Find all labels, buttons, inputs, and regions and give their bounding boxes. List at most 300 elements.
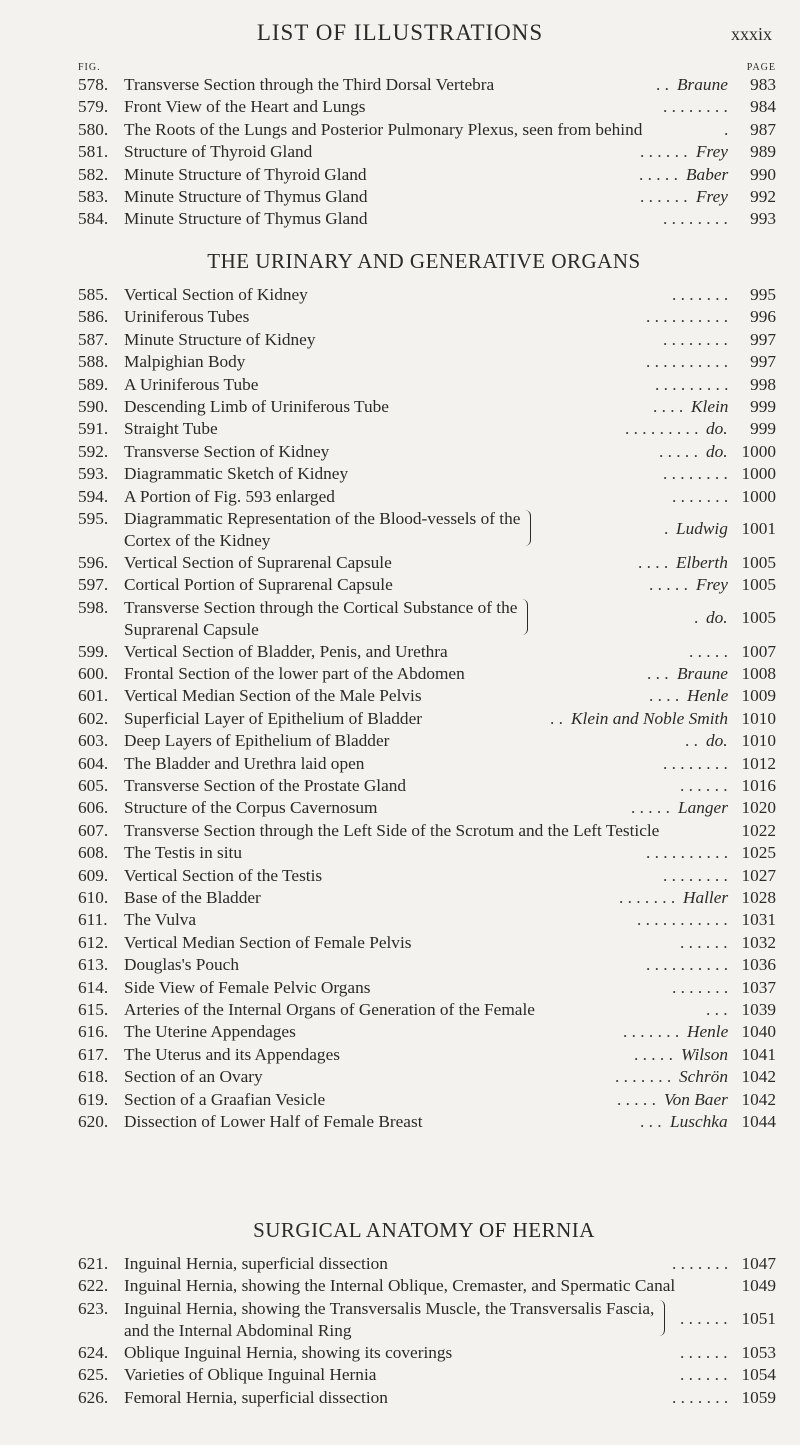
figure-title bbox=[124, 141, 312, 163]
page-number: 1054 bbox=[741, 1365, 776, 1385]
dot-leaders: . . . . . . . bbox=[672, 486, 729, 506]
illustration-entry bbox=[72, 1298, 776, 1342]
dot-leaders: . . . . . . bbox=[640, 186, 688, 206]
page-number: 983 bbox=[750, 75, 776, 94]
figure-number: 603. bbox=[78, 731, 109, 751]
figure-title-line: Superficial Layer of Epithelium of Bladder bbox=[124, 708, 423, 728]
dot-leaders: . . . . . . bbox=[680, 932, 728, 952]
figure-title-line: Diagrammatic Representation of the Blood-vessels of the bbox=[124, 508, 521, 528]
figure-title-line: Cortical Portion of Suprarenal Capsule bbox=[124, 575, 393, 595]
figure-number: 578. bbox=[78, 75, 109, 94]
dot-leaders: . . . . . . . bbox=[672, 1387, 729, 1407]
figure-source-author: Frey bbox=[696, 186, 728, 206]
dot-leaders: . . . bbox=[647, 664, 669, 684]
page-number: 1041 bbox=[741, 1044, 776, 1064]
illustration-entry bbox=[72, 119, 776, 141]
figure-title bbox=[124, 954, 239, 976]
figure-title-line: Minute Structure of Thymus Gland bbox=[124, 186, 368, 206]
illustration-entry bbox=[72, 1275, 776, 1297]
dot-leaders: . bbox=[724, 119, 729, 139]
figure-title bbox=[124, 597, 517, 642]
figure-source-author: Frey bbox=[696, 142, 728, 162]
figure-number: 579. bbox=[78, 97, 109, 117]
figure-title bbox=[124, 284, 308, 306]
figure-title bbox=[124, 1044, 340, 1066]
figure-title-line: Douglas's Pouch bbox=[124, 955, 239, 975]
figure-number: 615. bbox=[78, 999, 109, 1019]
figure-title bbox=[124, 685, 422, 707]
figure-title-line: Transverse Section through the Cortical Substance of the bbox=[124, 597, 518, 617]
page-number: 1047 bbox=[741, 1254, 776, 1273]
page-number: 1005 bbox=[741, 575, 776, 595]
figure-source-author: Frey bbox=[696, 575, 728, 595]
dot-leaders: . . . . . . . . bbox=[663, 464, 728, 484]
illustration-entry bbox=[72, 1253, 776, 1275]
figure-title-line: A Portion of Fig. 593 enlarged bbox=[124, 486, 335, 506]
figure-title-line: Structure of Thyroid Gland bbox=[124, 142, 313, 162]
illustration-entry bbox=[72, 1364, 776, 1386]
figure-source-author: Langer bbox=[678, 798, 728, 818]
dot-leaders: . . . bbox=[640, 1111, 662, 1131]
figure-title-continuation: Cortex of the Kidney bbox=[124, 531, 271, 551]
figure-number: 623. bbox=[78, 1298, 109, 1318]
figure-title-line: Malpighian Body bbox=[124, 352, 246, 372]
illustration-entry bbox=[72, 820, 776, 842]
figure-number: 625. bbox=[78, 1365, 109, 1385]
figure-number: 583. bbox=[78, 186, 109, 206]
illustration-entry bbox=[72, 909, 776, 931]
illustration-entry bbox=[72, 74, 776, 96]
figure-number: 592. bbox=[78, 441, 109, 461]
figure-title-continuation: and the Internal Abdominal Ring bbox=[124, 1321, 352, 1341]
dot-leaders: . . . . bbox=[638, 552, 669, 572]
figure-source-author: do. bbox=[706, 731, 728, 751]
figure-title-line: Descending Limb of Uriniferous Tube bbox=[124, 396, 389, 416]
figure-title-line: Side View of Female Pelvic Organs bbox=[124, 977, 371, 997]
figure-source-author: Baber bbox=[686, 164, 729, 184]
illustration-entry bbox=[72, 574, 776, 596]
dot-leaders: . . . . bbox=[653, 396, 684, 416]
figure-source-author: Klein and Noble Smith bbox=[571, 708, 728, 728]
figure-source-author: Schrön bbox=[679, 1067, 728, 1087]
page-number: 996 bbox=[750, 307, 776, 327]
figure-title bbox=[124, 306, 249, 328]
page-number: 1051 bbox=[741, 1308, 776, 1328]
figure-title bbox=[124, 797, 377, 819]
illustration-entry bbox=[72, 753, 776, 775]
figure-number: 619. bbox=[78, 1089, 109, 1109]
figure-number: 604. bbox=[78, 753, 109, 773]
figure-number: 607. bbox=[78, 820, 109, 840]
dot-leaders: . . . . . . bbox=[680, 776, 728, 796]
figure-title bbox=[124, 486, 335, 508]
page-number: 1016 bbox=[741, 776, 776, 796]
figure-title bbox=[124, 1387, 388, 1409]
page-number: 1022 bbox=[741, 820, 776, 840]
page-header bbox=[0, 14, 800, 48]
illustration-entry bbox=[72, 306, 776, 328]
figure-title bbox=[124, 396, 389, 418]
dot-leaders: . . . . . . bbox=[680, 1342, 728, 1362]
figure-title-line: Dissection of Lower Half of Female Breast bbox=[124, 1111, 423, 1131]
page-number: 984 bbox=[750, 97, 776, 117]
illustration-entry bbox=[72, 887, 776, 909]
page-number: 995 bbox=[750, 285, 776, 304]
figure-title bbox=[124, 887, 261, 909]
figure-number: 595. bbox=[78, 508, 109, 528]
figure-title-line: The Uterine Appendages bbox=[124, 1022, 296, 1042]
illustration-entry bbox=[72, 641, 776, 663]
page-number: 992 bbox=[750, 186, 776, 206]
illustration-entry bbox=[72, 418, 776, 440]
figure-title bbox=[124, 208, 368, 230]
dot-leaders: . . . . . . . . . . bbox=[646, 307, 729, 327]
page-number: 999 bbox=[750, 419, 776, 439]
page-number: 1059 bbox=[741, 1387, 776, 1407]
illustration-entry bbox=[72, 508, 776, 552]
illustration-entry bbox=[72, 977, 776, 999]
page-number: 1031 bbox=[741, 910, 776, 930]
illustration-entry bbox=[72, 1021, 776, 1043]
figure-source-author: Klein bbox=[691, 396, 729, 416]
figure-title bbox=[124, 1066, 263, 1088]
illustration-entry bbox=[72, 865, 776, 887]
urinary-section bbox=[72, 246, 776, 1133]
page-number: 1007 bbox=[741, 641, 776, 661]
figure-title-line: Uriniferous Tubes bbox=[124, 307, 250, 327]
dot-leaders: . . . . . . . . . . bbox=[646, 843, 729, 863]
figure-title-line: Vertical Median Section of the Male Pelvis bbox=[124, 686, 422, 706]
figure-title-line: The Uterus and its Appendages bbox=[124, 1044, 340, 1064]
figure-number: 586. bbox=[78, 307, 109, 327]
figure-number: 610. bbox=[78, 887, 109, 907]
page-number: 1005 bbox=[741, 607, 776, 627]
page-number: 1010 bbox=[741, 731, 776, 751]
figure-title bbox=[124, 977, 370, 999]
page-number: 1042 bbox=[741, 1067, 776, 1087]
dot-leaders: . . bbox=[656, 75, 669, 94]
figure-title-line: Inguinal Hernia, showing the Transversalis Muscle, the Transversalis Fascia, bbox=[124, 1298, 655, 1318]
figure-number: 626. bbox=[78, 1387, 109, 1407]
figure-title-line: Deep Layers of Epithelium of Bladder bbox=[124, 731, 390, 751]
page-number: 1032 bbox=[741, 932, 776, 952]
illustration-entry bbox=[72, 1066, 776, 1088]
dot-leaders: . . . . . . . bbox=[615, 1067, 672, 1087]
figure-number: 587. bbox=[78, 329, 109, 349]
illustration-entry bbox=[72, 1387, 776, 1409]
illustration-entry bbox=[72, 730, 776, 752]
figure-number: 585. bbox=[78, 285, 109, 304]
dot-leaders: . . . . . . bbox=[640, 142, 688, 162]
hernia-section bbox=[72, 1215, 776, 1409]
figure-title-line: A Uriniferous Tube bbox=[124, 374, 259, 394]
illustration-entry bbox=[72, 351, 776, 373]
figure-title bbox=[124, 164, 367, 186]
figure-title-line: Femoral Hernia, superficial dissection bbox=[124, 1387, 388, 1407]
figure-source-author: Henle bbox=[687, 686, 729, 706]
figure-title bbox=[124, 74, 494, 96]
brace-mark bbox=[521, 599, 528, 635]
dot-leaders: . . . . . . . . bbox=[663, 209, 728, 229]
figure-source-author: Von Baer bbox=[664, 1089, 728, 1109]
dot-leaders: . . . . . . . . bbox=[663, 753, 728, 773]
illustration-entry bbox=[72, 486, 776, 508]
figure-number: 580. bbox=[78, 119, 109, 139]
top-entry-list bbox=[72, 74, 776, 231]
figure-title-line: The Vulva bbox=[124, 910, 197, 930]
figure-number: 598. bbox=[78, 597, 109, 617]
page-number: 1009 bbox=[741, 686, 776, 706]
page-number: 1040 bbox=[741, 1022, 776, 1042]
hernia-entry-list bbox=[72, 1253, 776, 1409]
figure-title-line: Minute Structure of Thymus Gland bbox=[124, 209, 368, 229]
figure-title-line: The Testis in situ bbox=[124, 843, 242, 863]
figure-title bbox=[124, 329, 316, 351]
illustration-entry bbox=[72, 842, 776, 864]
figure-title bbox=[124, 1364, 376, 1386]
figure-title bbox=[124, 441, 329, 463]
figure-title-line: Transverse Section through the Third Dorsal Vertebra bbox=[124, 75, 495, 94]
figure-title bbox=[124, 730, 389, 752]
figure-title bbox=[124, 932, 411, 954]
figure-title bbox=[124, 1275, 675, 1297]
page-number: 1036 bbox=[741, 955, 776, 975]
figure-title bbox=[124, 842, 242, 864]
illustration-entry bbox=[72, 999, 776, 1021]
figure-title-line: Transverse Section through the Left Side of the Scrotum and the Left Testicle bbox=[124, 820, 660, 840]
figure-source-author: Haller bbox=[683, 887, 729, 907]
dot-leaders: . . bbox=[685, 731, 698, 751]
dot-leaders: . . . . bbox=[649, 686, 680, 706]
figure-title bbox=[124, 909, 196, 931]
figure-title-line: Arteries of the Internal Organs of Generation of the Female bbox=[124, 999, 535, 1019]
figure-source-author: Elberth bbox=[676, 552, 728, 572]
figure-title-line: Minute Structure of Thyroid Gland bbox=[124, 164, 367, 184]
illustration-entry bbox=[72, 284, 776, 306]
figure-number: 602. bbox=[78, 708, 109, 728]
page-number: 1025 bbox=[741, 843, 776, 863]
page-number: 1037 bbox=[741, 977, 776, 997]
dot-leaders: . . . . . bbox=[634, 1044, 673, 1064]
dot-leaders: . . . . . bbox=[631, 798, 670, 818]
illustration-entry bbox=[72, 1342, 776, 1364]
dot-leaders: . . . . . bbox=[689, 641, 728, 661]
dot-leaders: . . bbox=[550, 708, 563, 728]
figure-number: 617. bbox=[78, 1044, 109, 1064]
figure-number: 608. bbox=[78, 843, 109, 863]
dot-leaders: . . . bbox=[706, 999, 728, 1019]
figure-title-line: Vertical Section of Suprarenal Capsule bbox=[124, 552, 392, 572]
figure-title bbox=[124, 508, 520, 553]
brace-mark bbox=[524, 510, 531, 546]
page-number: 1000 bbox=[741, 486, 776, 506]
page-number: 1010 bbox=[741, 708, 776, 728]
page-number: 997 bbox=[750, 352, 776, 372]
figure-number: 612. bbox=[78, 932, 109, 952]
figure-title-line: Structure of the Corpus Cavernosum bbox=[124, 798, 378, 818]
page-number: 997 bbox=[750, 329, 776, 349]
figure-number: 599. bbox=[78, 641, 109, 661]
figure-title bbox=[124, 775, 406, 797]
running-title: LIST OF ILLUSTRATIONS bbox=[256, 20, 544, 45]
figure-number: 590. bbox=[78, 396, 109, 416]
section-heading: SURGICAL ANATOMY OF HERNIA bbox=[253, 1218, 595, 1242]
figure-number: 582. bbox=[78, 164, 109, 184]
illustration-entry bbox=[72, 797, 776, 819]
page-number: 998 bbox=[750, 374, 776, 394]
figure-source-author: Henle bbox=[687, 1022, 729, 1042]
figure-number: 611. bbox=[78, 910, 108, 930]
figure-number: 584. bbox=[78, 209, 109, 229]
illustration-entry bbox=[72, 329, 776, 351]
figure-source-author: do. bbox=[706, 419, 728, 439]
illustration-entry bbox=[72, 96, 776, 118]
illustration-entry bbox=[72, 1044, 776, 1066]
figure-title bbox=[124, 418, 218, 440]
dot-leaders: . . . . . . . . bbox=[663, 97, 728, 117]
illustration-entry bbox=[72, 396, 776, 418]
dot-leaders: . . . . . . bbox=[680, 1308, 728, 1328]
page-number: 1005 bbox=[741, 552, 776, 572]
figure-number: 624. bbox=[78, 1342, 109, 1362]
figure-title bbox=[124, 1253, 388, 1275]
figure-title-line: Vertical Section of the Testis bbox=[124, 865, 323, 885]
figure-number: 609. bbox=[78, 865, 109, 885]
figure-title bbox=[124, 119, 642, 141]
figure-source-author: Braune bbox=[677, 75, 728, 94]
figure-title-line: Inguinal Hernia, superficial dissection bbox=[124, 1254, 388, 1273]
illustration-entry bbox=[72, 552, 776, 574]
dot-leaders: . . . . . . . . . bbox=[655, 374, 729, 394]
figure-title bbox=[124, 1298, 654, 1343]
figure-title bbox=[124, 708, 422, 730]
figure-title-continuation: Suprarenal Capsule bbox=[124, 620, 259, 640]
figure-source-author: do. bbox=[706, 607, 728, 627]
illustration-entry bbox=[72, 775, 776, 797]
figure-number: 605. bbox=[78, 776, 109, 796]
dot-leaders: . . . . . . . . . . bbox=[646, 352, 729, 372]
illustration-entry bbox=[72, 374, 776, 396]
illustration-entry bbox=[72, 463, 776, 485]
figure-number: 606. bbox=[78, 798, 109, 818]
dot-leaders: . . . . . . . bbox=[672, 1254, 729, 1273]
figure-number: 596. bbox=[78, 552, 109, 572]
dot-leaders: . . . . . . . bbox=[623, 1022, 680, 1042]
page-number: 999 bbox=[750, 396, 776, 416]
figure-number: 618. bbox=[78, 1067, 109, 1087]
page-number: 989 bbox=[750, 142, 776, 162]
figure-title bbox=[124, 753, 364, 775]
figure-title-line: Transverse Section of the Prostate Gland bbox=[124, 776, 407, 796]
illustration-entry bbox=[72, 708, 776, 730]
figure-title bbox=[124, 96, 366, 118]
dot-leaders: . . . . . . . . . bbox=[625, 419, 699, 439]
illustration-entry bbox=[72, 685, 776, 707]
figure-title-line: Vertical Median Section of Female Pelvis bbox=[124, 932, 412, 952]
figure-title-line: Diagrammatic Sketch of Kidney bbox=[124, 464, 349, 484]
dot-leaders: . . . . . . . . bbox=[663, 865, 728, 885]
figure-number: 589. bbox=[78, 374, 109, 394]
illustration-entry bbox=[72, 141, 776, 163]
figure-title-line: Oblique Inguinal Hernia, showing its coverings bbox=[124, 1342, 453, 1362]
figure-number: 600. bbox=[78, 664, 109, 684]
page-number: 1027 bbox=[741, 865, 776, 885]
figure-number: 620. bbox=[78, 1111, 109, 1131]
page-number: 1039 bbox=[741, 999, 776, 1019]
figure-source-author: Ludwig bbox=[676, 518, 728, 538]
figure-title bbox=[124, 820, 659, 842]
figure-title-line: Inguinal Hernia, showing the Internal Oblique, Cremaster, and Spermatic Canal bbox=[124, 1276, 676, 1296]
figure-number: 621. bbox=[78, 1254, 109, 1273]
illustration-entry bbox=[72, 932, 776, 954]
page-number: 1044 bbox=[741, 1111, 776, 1131]
dot-leaders: . . . . . . . . . . . bbox=[637, 910, 728, 930]
dot-leaders: . . . . . bbox=[617, 1089, 656, 1109]
figure-number: 581. bbox=[78, 142, 109, 162]
figure-title-line: Vertical Section of Bladder, Penis, and Urethra bbox=[124, 641, 448, 661]
figure-title-line: Vertical Section of Kidney bbox=[124, 285, 308, 304]
figure-title-line: Straight Tube bbox=[124, 419, 218, 439]
illustration-entry bbox=[72, 186, 776, 208]
dot-leaders: . . . . . . . bbox=[672, 977, 729, 997]
figure-title bbox=[124, 865, 322, 887]
figure-number: 614. bbox=[78, 977, 109, 997]
illustration-entry bbox=[72, 208, 776, 230]
figure-title bbox=[124, 552, 392, 574]
fig-column-label: FIG. bbox=[78, 62, 101, 73]
dot-leaders: . . . . . . bbox=[680, 1365, 728, 1385]
figure-number: 588. bbox=[78, 352, 109, 372]
dot-leaders: . bbox=[664, 518, 669, 538]
figure-title bbox=[124, 463, 348, 485]
illustration-entry bbox=[72, 954, 776, 976]
page-number: 1042 bbox=[741, 1089, 776, 1109]
page-number: 1049 bbox=[741, 1276, 776, 1296]
figure-number: 616. bbox=[78, 1022, 109, 1042]
urinary-entry-list bbox=[72, 284, 776, 1133]
page-column-label: PAGE bbox=[746, 62, 776, 73]
figure-title bbox=[124, 1111, 423, 1133]
page-number: 1008 bbox=[741, 664, 776, 684]
dot-leaders: . bbox=[694, 607, 699, 627]
figure-title-line: Section of a Graafian Vesicle bbox=[124, 1089, 326, 1109]
figure-title-line: Transverse Section of Kidney bbox=[124, 441, 330, 461]
section-heading: THE URINARY AND GENERATIVE ORGANS bbox=[207, 249, 641, 273]
figure-number: 613. bbox=[78, 955, 109, 975]
page-number: 1012 bbox=[741, 753, 776, 773]
figure-title bbox=[124, 663, 465, 685]
dot-leaders: . . . . . . . . bbox=[663, 329, 728, 349]
figure-title bbox=[124, 374, 258, 396]
page-number: 1020 bbox=[741, 798, 776, 818]
figure-title-line: Frontal Section of the lower part of the Abdomen bbox=[124, 664, 465, 684]
figure-title-line: Varieties of Oblique Inguinal Hernia bbox=[124, 1365, 377, 1385]
figure-title-line: Front View of the Heart and Lungs bbox=[124, 97, 366, 117]
figure-number: 594. bbox=[78, 486, 109, 506]
figure-title bbox=[124, 999, 535, 1021]
page-number: 987 bbox=[750, 119, 776, 139]
figure-title bbox=[124, 1021, 296, 1043]
figure-title bbox=[124, 574, 393, 596]
illustration-entry bbox=[72, 1089, 776, 1111]
figure-title bbox=[124, 351, 245, 373]
illustration-entry bbox=[72, 441, 776, 463]
figure-title bbox=[124, 641, 448, 663]
dot-leaders: . . . . . bbox=[659, 441, 698, 461]
figure-source-author: Wilson bbox=[681, 1044, 729, 1064]
figure-number: 601. bbox=[78, 686, 109, 706]
page-number: 1053 bbox=[741, 1342, 776, 1362]
